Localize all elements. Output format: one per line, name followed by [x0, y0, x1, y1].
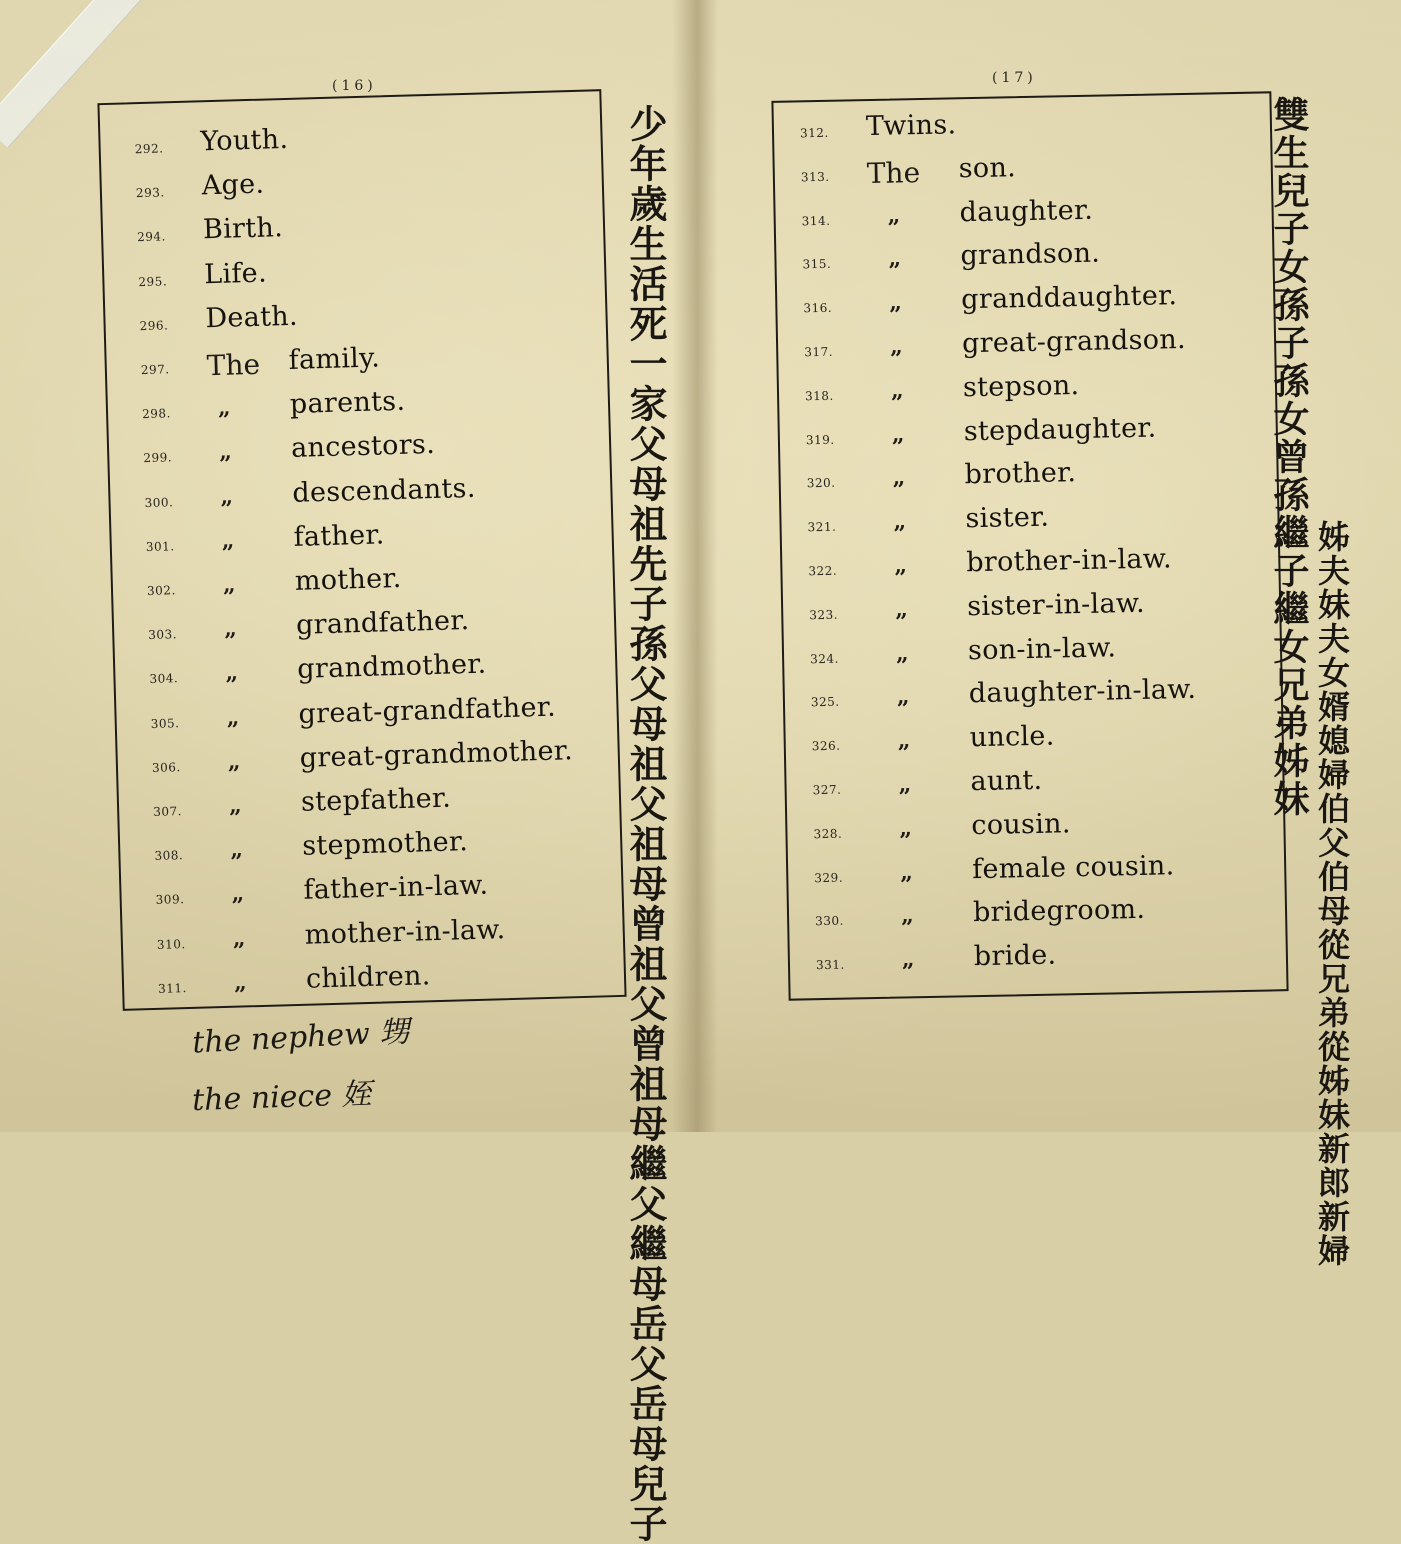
- entry-number: 301.: [145, 539, 175, 554]
- entry-ditto-mark: „: [225, 659, 239, 687]
- entry-ditto-mark: „: [217, 394, 231, 422]
- entry-label: descendants.: [291, 472, 477, 509]
- entry-ditto-mark: „: [898, 771, 912, 798]
- left-entry-frame: [97, 89, 626, 1011]
- right-page: [700, 0, 1401, 1268]
- entry-label: ancestors.: [290, 429, 436, 465]
- entry-number: 306.: [151, 759, 181, 775]
- entry-number: 318.: [804, 388, 834, 404]
- entry-ditto-mark: „: [227, 748, 241, 775]
- entry-label: daughter.: [959, 194, 1094, 228]
- entry-label: great-grandmother.: [299, 734, 574, 774]
- entry-ditto-mark: „: [894, 552, 908, 579]
- entry-ditto-mark: „: [887, 202, 901, 229]
- entry-ditto-mark: „: [891, 420, 905, 448]
- entry-label: sister-in-law.: [966, 587, 1146, 623]
- entry-label: Life.: [203, 257, 268, 290]
- entry-number: 328.: [813, 826, 843, 842]
- entry-number: 305.: [150, 715, 180, 731]
- entry-ditto-mark: „: [890, 377, 904, 404]
- entry-ditto-mark: „: [232, 925, 246, 952]
- entry-number: 304.: [149, 671, 179, 687]
- entry-label: Twins.: [865, 109, 957, 143]
- entry-number: 298.: [141, 406, 172, 422]
- entry-label: Age.: [201, 168, 265, 202]
- entry-label: stepson.: [962, 369, 1080, 404]
- right-entry-row: [790, 933, 1287, 987]
- entry-number: 330.: [815, 914, 845, 929]
- entry-ditto-mark: „: [229, 836, 244, 863]
- entry-number: 303.: [148, 627, 178, 643]
- entry-label: cousin.: [971, 808, 1071, 841]
- entry-label: Death.: [205, 300, 299, 335]
- right-chinese-glosses-2: 姊夫妹夫女婿媳婦伯父伯母從兄弟從姊妹新郎新婦: [1313, 520, 1351, 1268]
- entry-number: 300.: [144, 494, 174, 510]
- entry-number: 321.: [807, 519, 837, 535]
- entry-ditto-mark: „: [223, 615, 238, 643]
- entry-number: 320.: [806, 476, 836, 491]
- entry-number: 325.: [810, 695, 840, 710]
- entry-label: grandson.: [960, 237, 1101, 272]
- entry-label: daughter-in-law.: [968, 674, 1197, 710]
- entry-number: 307.: [153, 804, 183, 819]
- entry-label: sister.: [965, 501, 1050, 535]
- entry-number: 308.: [154, 848, 184, 864]
- entry-number: 293.: [135, 185, 165, 201]
- entry-ditto-mark: „: [233, 969, 248, 996]
- entry-ditto-mark: „: [899, 858, 914, 886]
- entry-ditto-mark: „: [895, 639, 909, 667]
- entry-number: 296.: [139, 318, 169, 333]
- entry-ditto-mark: „: [231, 880, 245, 908]
- entry-label: stepmother.: [301, 826, 469, 862]
- entry-ditto-mark: „: [901, 946, 915, 973]
- entry-label: children.: [305, 960, 431, 995]
- entry-label: Youth.: [200, 123, 289, 158]
- entry-ditto-mark: „: [221, 527, 235, 554]
- left-entry-list: [99, 91, 624, 1009]
- entry-ditto-mark: „: [899, 815, 913, 842]
- entry-ditto-mark: „: [888, 245, 902, 273]
- entry-ditto-mark: „: [228, 792, 243, 819]
- entry-number: 295.: [138, 273, 168, 289]
- entry-ditto-mark: „: [896, 683, 910, 710]
- entry-label: grandfather.: [295, 605, 470, 642]
- entry-ditto-mark: „: [892, 464, 906, 492]
- entry-number: 294.: [136, 229, 167, 245]
- left-page: [0, 0, 700, 1544]
- entry-label: female cousin.: [971, 849, 1175, 885]
- entry-label: mother.: [294, 562, 402, 597]
- entry-number: 313.: [800, 169, 830, 185]
- entry-label: Birth.: [202, 212, 284, 246]
- entry-label: father-in-law.: [303, 869, 489, 907]
- entry-label: great-grandson.: [961, 323, 1187, 360]
- right-chinese-glosses-1: 雙生兒子女孫子孫女曾孫繼子繼女兄弟姊妹: [1268, 96, 1309, 818]
- entry-label: aunt.: [970, 764, 1043, 798]
- entry-ditto-mark: „: [893, 508, 907, 535]
- right-entry-frame: [771, 91, 1288, 1000]
- entry-number: 329.: [814, 870, 844, 885]
- entry-label: granddaughter.: [960, 280, 1178, 316]
- handwritten-note-nephew: the nephew 甥: [191, 1014, 411, 1061]
- entry-number: 322.: [808, 563, 838, 579]
- entry-label: son.: [958, 151, 1017, 185]
- entry-label: bride.: [973, 939, 1057, 973]
- entry-number: 316.: [803, 300, 833, 316]
- entry-number: 331.: [815, 957, 845, 973]
- entry-label: mother-in-law.: [304, 913, 506, 951]
- entry-number: 310.: [156, 936, 186, 952]
- entry-label: parents.: [289, 385, 406, 421]
- entry-label: father.: [293, 519, 385, 553]
- entry-label: bridegroom.: [972, 894, 1146, 929]
- entry-label: grandmother.: [296, 648, 487, 686]
- entry-ditto-mark: The: [866, 155, 921, 190]
- entry-number: 317.: [804, 344, 834, 360]
- entry-number: 324.: [809, 651, 839, 666]
- entry-number: 314.: [801, 213, 831, 228]
- entry-label: stepfather.: [300, 782, 452, 818]
- entry-label: brother-in-law.: [966, 543, 1173, 579]
- entry-number: 319.: [805, 432, 835, 447]
- entry-number: 312.: [799, 125, 829, 141]
- entry-ditto-mark: „: [889, 289, 903, 316]
- entry-number: 309.: [155, 892, 185, 908]
- entry-ditto-mark: „: [218, 438, 233, 466]
- entry-ditto-mark: „: [220, 483, 234, 510]
- entry-label: stepdaughter.: [963, 412, 1157, 447]
- entry-ditto-mark: The: [206, 347, 261, 383]
- entry-number: 311.: [157, 980, 188, 996]
- entry-number: 302.: [146, 583, 176, 599]
- entry-label: family.: [288, 342, 381, 376]
- entry-number: 297.: [140, 362, 170, 378]
- right-entry-list: [773, 93, 1286, 998]
- entry-ditto-mark: „: [889, 333, 904, 360]
- entry-ditto-mark: „: [900, 902, 914, 929]
- entry-label: brother.: [964, 457, 1077, 491]
- entry-ditto-mark: „: [226, 704, 240, 731]
- entry-number: 323.: [809, 607, 839, 623]
- left-chinese-glosses: 少年歲生活死一家父母祖先子孫父母祖父祖母曾祖父曾祖母繼父繼母岳父岳母兒子: [623, 104, 667, 1544]
- left-page-number: (16): [332, 78, 377, 94]
- entry-ditto-mark: „: [894, 596, 909, 623]
- entry-number: 315.: [802, 257, 832, 272]
- entry-number: 299.: [143, 450, 173, 466]
- entry-number: 292.: [134, 141, 164, 157]
- entry-number: 327.: [812, 782, 842, 798]
- entry-label: uncle.: [969, 720, 1055, 754]
- entry-ditto-mark: „: [897, 727, 911, 754]
- entry-ditto-mark: „: [222, 571, 236, 598]
- entry-label: great-grandfather.: [298, 691, 557, 730]
- right-page-number: (17): [992, 70, 1037, 86]
- handwritten-note-niece: the niece 姪: [191, 1076, 373, 1119]
- entry-label: son-in-law.: [967, 631, 1117, 666]
- entry-number: 326.: [811, 738, 841, 754]
